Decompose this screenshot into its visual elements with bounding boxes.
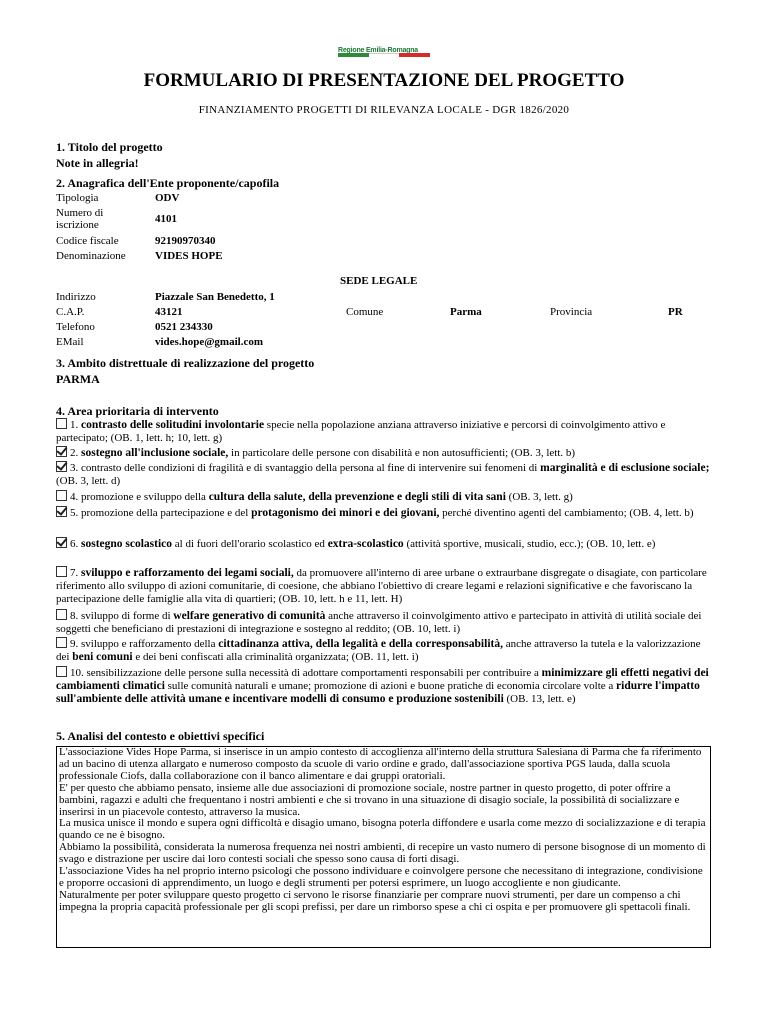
ambito-value: PARMA bbox=[56, 372, 100, 386]
comune-value: Parma bbox=[450, 306, 482, 318]
indirizzo-value: Piazzale San Benedetto, 1 bbox=[155, 291, 275, 303]
area-item-8 bbox=[56, 609, 716, 636]
area-item-7 bbox=[56, 566, 716, 606]
area-item-10 bbox=[56, 666, 716, 706]
area-item-10-text: minimizzare gli effetti negativi dei cambiamenti climatici bbox=[56, 667, 709, 692]
area-item-1-text: contrasto delle solitudini involontarie bbox=[81, 419, 265, 431]
area-item-8-text: welfare generativo di comunità bbox=[173, 610, 326, 622]
context-paragraph: E' per questo che abbiamo pensato, insieme alle due associazioni di promozione sociale, nostre partner in questo progetto, di poter offrire a bambini, ragazzi e adulti che frequentano i nostri ambienti e che si trovano in una situazione di disagio sociale, la possibilità di socializzare e inserirsi in un piacevole contesto, attraverso la musica. bbox=[59, 781, 680, 818]
area-checkbox-8[interactable] bbox=[56, 609, 67, 620]
area-item-2-text: 2. bbox=[70, 447, 81, 459]
area-item-4-text: cultura della salute, della prevenzione e degli stili di vita sani bbox=[208, 491, 506, 503]
area-item-6-text: (attività sportive, musicali, studio, ecc.); (OB. 10, lett. e) bbox=[403, 538, 656, 550]
area-item-2-text: in particolare delle persone con disabilità e non autosufficienti; (OB. 3, lett. b) bbox=[228, 447, 576, 459]
area-item-10-text: sulle comunità naturali e umane; promozione di azioni e buone pratiche di economia circolare volte a bbox=[164, 680, 617, 692]
logo-text: Regione Emilia-Romagna bbox=[338, 47, 419, 54]
area-item-3-text: (OB. 3, lett. d) bbox=[56, 475, 121, 487]
area-item-1 bbox=[56, 418, 716, 445]
provincia-label: Provincia bbox=[550, 306, 593, 318]
area-item-5-text: perché diventino agenti del cambiamento; (OB. 4, lett. b) bbox=[439, 507, 694, 519]
denominazione-value: VIDES HOPE bbox=[155, 250, 223, 262]
indirizzo-label: Indirizzo bbox=[56, 291, 96, 303]
area-item-5-text: 5. promozione della partecipazione e del bbox=[70, 507, 252, 519]
codice-fiscale-value: 92190970340 bbox=[155, 235, 216, 247]
email-value: vides.hope@gmail.com bbox=[155, 336, 264, 348]
numero-iscrizione-value: 4101 bbox=[155, 213, 177, 225]
section-4-heading: 4. Area prioritaria di intervento bbox=[56, 404, 219, 418]
area-checkbox-1[interactable] bbox=[56, 418, 67, 429]
area-item-6-text: extra-scolastico bbox=[327, 538, 404, 550]
page-subtitle: FINANZIAMENTO PROGETTI DI RILEVANZA LOCALE - DGR 1826/2020 bbox=[198, 104, 570, 116]
context-paragraph: Abbiamo la possibilità, considerata la numerosa frequenza nei nostri ambienti, di recepire un vasto numero di persone bisognose di un momento di svago e distrazione per uscire dai loro contesti sociali che spesso sono causa di forti disagi. bbox=[59, 841, 706, 866]
codice-fiscale-label: Codice fiscale bbox=[56, 235, 119, 247]
area-item-3-text: 3. contrasto delle condizioni di fragilità e di svantaggio della persona al fine di intervenire sui fenomeni di bbox=[70, 462, 541, 474]
area-item-9-text: e dei beni confiscati alla criminalità organizzata; (OB. 11, lett. i) bbox=[132, 651, 419, 663]
area-item-4-text: 4. promozione e sviluppo della bbox=[70, 491, 209, 503]
page-title: FORMULARIO DI PRESENTAZIONE DEL PROGETTO bbox=[143, 70, 625, 91]
area-item-4 bbox=[56, 490, 716, 504]
area-item-9 bbox=[56, 637, 716, 664]
comune-label: Comune bbox=[346, 306, 384, 318]
area-checkbox-10[interactable] bbox=[56, 666, 67, 677]
area-item-5-text: protagonismo dei minori e dei giovani, bbox=[251, 507, 440, 519]
section-3-heading: 3. Ambito distrettuale di realizzazione del progetto bbox=[56, 356, 315, 370]
area-checkbox-9[interactable] bbox=[56, 637, 67, 648]
numero-iscrizione-label: Numero di iscrizione bbox=[56, 207, 104, 231]
regione-logo bbox=[338, 44, 430, 58]
section-5-heading: 5. Analisi del contesto e obiettivi specifici bbox=[56, 729, 265, 743]
area-checkbox-5[interactable] bbox=[56, 506, 67, 517]
area-item-1-text: specie nella popolazione anziana attraverso iniziative e percorsi di coinvolgimento attivo e partecipato; (OB. 1, lett. h; 10, lett. g) bbox=[56, 419, 666, 444]
area-item-7-text: da promuovere all'interno di aree urbane o extraurbane disgregate o disagiate, con particolare riferimento allo sviluppo di azioni comunitarie, di coesione, che abbiano l'obiettivo di creare legami e relazioni significative e che favoriscano la partecipazione delle famiglie alla vita di quartieri; (OB. 10, lett. h e 11, lett. H) bbox=[56, 567, 707, 605]
area-item-6-text: 6. bbox=[70, 538, 81, 550]
area-item-8-text: anche attraverso il coinvolgimento attivo e partecipato in attività di utilità sociale dei soggetti che beneficiano di prestazioni di integrazione e sostegno al reddito; (OB. 10, lett. i) bbox=[56, 610, 702, 635]
sede-legale-heading: SEDE LEGALE bbox=[340, 275, 418, 287]
cap-value: 43121 bbox=[155, 306, 183, 318]
telefono-value: 0521 234330 bbox=[155, 321, 213, 333]
provincia-value: PR bbox=[668, 306, 683, 318]
area-item-5 bbox=[56, 506, 716, 520]
area-item-9-text: 9. sviluppo e rafforzamento della bbox=[70, 638, 219, 650]
context-paragraph: Naturalmente per poter sviluppare questo progetto ci servono le risorse finanziarie per comprare nuovi strumenti, per dare un compenso a chi impegna la propria capacità professionale per gli scopi prefissi, per dare un rimborso spese a chi ci ospita e per promuovere gli spettacoli finali. bbox=[59, 888, 691, 913]
area-item-2-text: sostegno all'inclusione sociale, bbox=[81, 447, 229, 459]
context-text-box[interactable] bbox=[56, 746, 711, 948]
area-item-6-text: sostegno scolastico bbox=[81, 538, 173, 550]
context-paragraph: La musica unisce il mondo e supera ogni difficoltà e disagio umano, bisogna poterla diffondere e usarla come mezzo di socializzazione e di terapia quando ce ne è bisogno. bbox=[59, 817, 706, 842]
area-item-10-text: (OB. 13, lett. e) bbox=[503, 693, 576, 705]
area-item-6-text: al di fuori dell'orario scolastico ed bbox=[172, 538, 328, 550]
area-item-3 bbox=[56, 461, 716, 488]
area-checkbox-3[interactable] bbox=[56, 461, 67, 472]
area-item-9-text: anche attraverso la tutela e la valorizzazione dei bbox=[56, 638, 701, 663]
area-checkbox-4[interactable] bbox=[56, 490, 67, 501]
tipologia-value: ODV bbox=[155, 192, 180, 204]
area-item-3-text: marginalità e di esclusione sociale; bbox=[540, 462, 710, 474]
area-item-10-text: 10. sensibilizzazione delle persone sulla necessità di adottare comportamenti responsabili per contribuire a bbox=[70, 667, 542, 679]
cap-label: C.A.P. bbox=[56, 306, 85, 318]
tipologia-label: Tipologia bbox=[56, 192, 99, 204]
email-label: EMail bbox=[56, 336, 84, 348]
area-item-9-text: cittadinanza attiva, della legalità e della corresponsabilità, bbox=[218, 638, 503, 650]
area-checkbox-2[interactable] bbox=[56, 446, 67, 457]
context-paragraph: L'associazione Vides ha nel proprio interno psicologi che possono individuare e coinvolgere persone che necessitano di integrazione, condivisione e proporre occasioni di apprendimento, un luogo e degli strumenti per potersi esprimere, un luogo accogliente e non giudicante. bbox=[59, 865, 703, 889]
area-item-7-text: sviluppo e rafforzamento dei legami sociali, bbox=[81, 567, 294, 579]
area-item-6 bbox=[56, 537, 716, 551]
area-item-2 bbox=[56, 446, 716, 460]
section-1-heading: 1. Titolo del progetto bbox=[56, 140, 163, 154]
area-checkbox-6[interactable] bbox=[56, 537, 67, 548]
area-item-10-text: ridurre l'impatto sull'ambiente delle attività umane e incentivare modelli di consumo e produzione sostenibili bbox=[56, 680, 700, 705]
context-paragraph: L'associazione Vides Hope Parma, si inserisce in un ampio contesto di accoglienza all'interno della struttura Salesiana di Parma che fa riferimento ad un bacino di utenza allargato e numeroso composto da scuole di vario ordine e grado, dall'associazione sportiva PGS lauda, dalla scuola professionale Ciofs, dalla collaborazione con il banco alimentare e dai gruppi oratoriali. bbox=[59, 746, 702, 782]
project-title-value: Note in allegria! bbox=[56, 156, 139, 170]
area-item-9-text: beni comuni bbox=[72, 651, 133, 663]
area-item-8-text: 8. sviluppo di forme di bbox=[70, 610, 174, 622]
area-item-1-text: 1. bbox=[70, 419, 81, 431]
area-checkbox-7[interactable] bbox=[56, 566, 67, 577]
telefono-label: Telefono bbox=[56, 321, 95, 333]
area-item-4-text: (OB. 3, lett. g) bbox=[505, 491, 573, 503]
section-2-heading: 2. Anagrafica dell'Ente proponente/capofila bbox=[56, 176, 280, 190]
area-item-7-text: 7. bbox=[70, 567, 81, 579]
denominazione-label: Denominazione bbox=[56, 250, 126, 262]
